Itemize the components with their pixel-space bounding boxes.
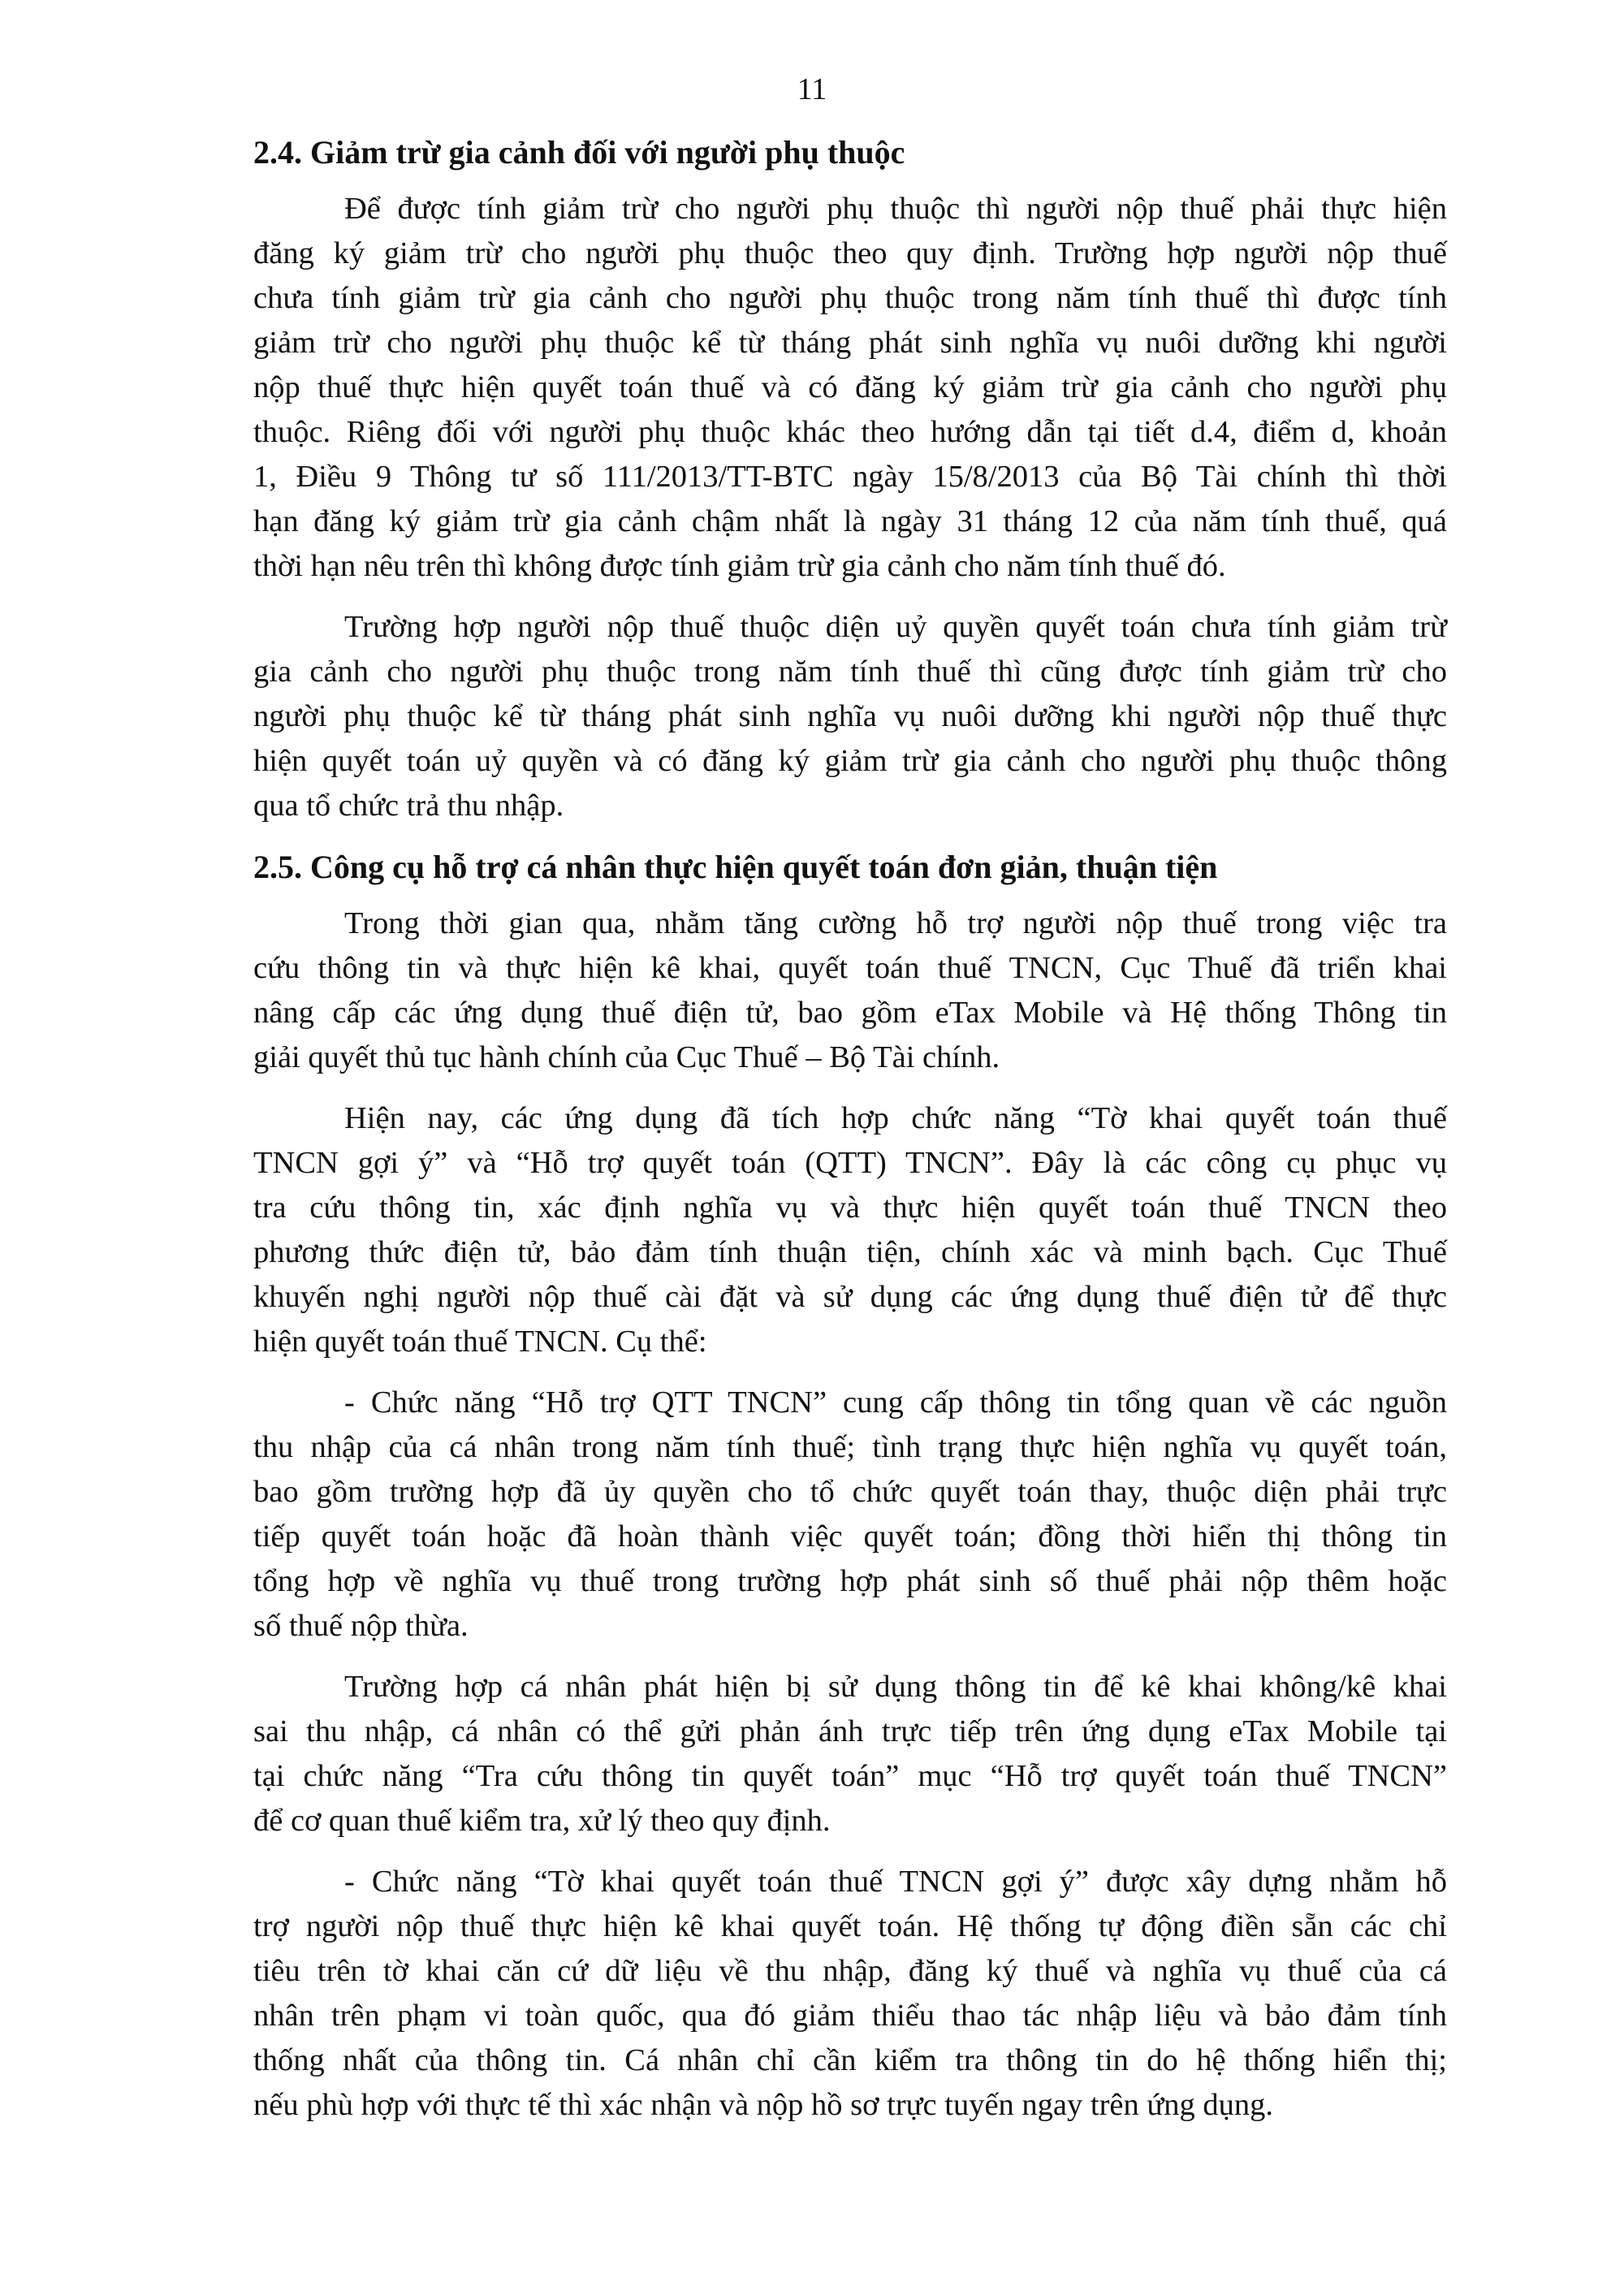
text-line: người phụ thuộc kể từ tháng phát sinh nghĩa vụ nuôi dưỡng khi người nộp thuế thực	[253, 699, 1447, 733]
text-line: nếu phù hợp với thực tế thì xác nhận và nộp hồ sơ trực tuyến ngay trên ứng dụng.	[253, 2088, 1273, 2122]
text-line: tiếp quyết toán hoặc đã hoàn thành việc quyết toán; đồng thời hiển thị thông tin	[253, 1519, 1447, 1554]
text-line: gia cảnh cho người phụ thuộc trong năm tính thuế thì cũng được tính giảm trừ cho	[253, 655, 1447, 689]
text-line: Trường hợp người nộp thuế thuộc diện uỷ quyền quyết toán chưa tính giảm trừ	[344, 610, 1447, 644]
text-line: cứu thông tin và thực hiện kê khai, quyết toán thuế TNCN, Cục Thuế đã triển khai	[253, 951, 1447, 985]
text-line: tiêu trên tờ khai căn cứ dữ liệu về thu nhập, đăng ký thuế và nghĩa vụ thuế của cá	[253, 1954, 1447, 1988]
text-line: qua tổ chức trả thu nhập.	[253, 789, 564, 823]
text-line: hiện quyết toán thuế TNCN. Cụ thể:	[253, 1325, 707, 1359]
text-line: chưa tính giảm trừ gia cảnh cho người phụ thuộc trong năm tính thuế thì được tính	[253, 281, 1447, 315]
text-line: trợ người nộp thuế thực hiện kê khai quyết toán. Hệ thống tự động điền sẵn các chỉ	[253, 1909, 1447, 1943]
text-line: - Chức năng “Tờ khai quyết toán thuế TNCN gợi ý” được xây dựng nhằm hỗ	[344, 1865, 1447, 1899]
text-line: thống nhất của thông tin. Cá nhân chỉ cần kiểm tra thông tin do hệ thống hiển thị;	[253, 2043, 1447, 2077]
document-body	[253, 130, 1447, 2144]
text-line: - Chức năng “Hỗ trợ QTT TNCN” cung cấp thông tin tổng quan về các nguồn	[344, 1385, 1447, 1420]
text-line: nâng cấp các ứng dụng thuế điện tử, bao gồm eTax Mobile và Hệ thống Thông tin	[253, 996, 1447, 1030]
paragraph	[253, 1096, 1447, 1364]
text-line: Hiện nay, các ứng dụng đã tích hợp chức năng “Tờ khai quyết toán thuế	[344, 1101, 1447, 1135]
text-line: thời hạn nêu trên thì không được tính giảm trừ gia cảnh cho năm tính thuế đó.	[253, 549, 1226, 583]
paragraph	[253, 187, 1447, 589]
section-heading: 2.4. Giảm trừ gia cảnh đối với người phụ thuộc	[253, 134, 905, 171]
text-line: tổng hợp về nghĩa vụ thuế trong trường hợp phát sinh số thuế phải nộp thêm hoặc	[253, 1564, 1447, 1598]
paragraph	[253, 901, 1447, 1080]
paragraph	[253, 605, 1447, 828]
text-line: khuyến nghị người nộp thuế cài đặt và sử dụng các ứng dụng thuế điện tử để thực	[253, 1280, 1447, 1314]
paragraph	[253, 1381, 1447, 1649]
paragraph	[253, 1665, 1447, 1843]
text-line: bao gồm trường hợp đã ủy quyền cho tổ chức quyết toán thay, thuộc diện phải trực	[253, 1475, 1447, 1509]
text-line: 1, Điều 9 Thông tư số 111/2013/TT-BTC ngày 15/8/2013 của Bộ Tài chính thì thời	[253, 460, 1447, 494]
text-line: hạn đăng ký giảm trừ gia cảnh chậm nhất là ngày 31 tháng 12 của năm tính thuế, quá	[253, 504, 1447, 538]
text-line: giảm trừ cho người phụ thuộc kể từ tháng phát sinh nghĩa vụ nuôi dưỡng khi người	[253, 326, 1447, 360]
text-line: Trường hợp cá nhân phát hiện bị sử dụng thông tin để kê khai không/kê khai	[344, 1670, 1447, 1704]
section-heading: 2.5. Công cụ hỗ trợ cá nhân thực hiện quyết toán đơn giản, thuận tiện	[253, 849, 1218, 885]
text-line: TNCN gợi ý” và “Hỗ trợ quyết toán (QTT) TNCN”. Đây là các công cụ phục vụ	[253, 1146, 1447, 1180]
text-line: số thuế nộp thừa.	[253, 1609, 469, 1643]
text-line: để cơ quan thuế kiểm tra, xử lý theo quy định.	[253, 1804, 831, 1838]
text-line: đăng ký giảm trừ cho người phụ thuộc theo quy định. Trường hợp người nộp thuế	[253, 236, 1447, 270]
text-line: thu nhập của cá nhân trong năm tính thuế; tình trạng thực hiện nghĩa vụ quyết toán,	[253, 1430, 1447, 1464]
section	[253, 845, 1447, 2128]
page-number: 11	[797, 72, 827, 106]
paragraph	[253, 1860, 1447, 2128]
text-line: tra cứu thông tin, xác định nghĩa vụ và thực hiện quyết toán thuế TNCN theo	[253, 1191, 1447, 1225]
text-line: Trong thời gian qua, nhằm tăng cường hỗ trợ người nộp thuế trong việc tra	[344, 906, 1447, 940]
text-line: Để được tính giảm trừ cho người phụ thuộc thì người nộp thuế phải thực hiện	[344, 192, 1447, 226]
text-line: thuộc. Riêng đối với người phụ thuộc khác theo hướng dẫn tại tiết d.4, điểm d, khoản	[253, 415, 1447, 449]
text-line: tại chức năng “Tra cứu thông tin quyết toán” mục “Hỗ trợ quyết toán thuế TNCN”	[253, 1759, 1447, 1793]
text-line: hiện quyết toán uỷ quyền và có đăng ký giảm trừ gia cảnh cho người phụ thuộc thông	[253, 744, 1447, 778]
text-line: nộp thuế thực hiện quyết toán thuế và có đăng ký giảm trừ gia cảnh cho người phụ	[253, 370, 1447, 404]
text-line: giải quyết thủ tục hành chính của Cục Thuế – Bộ Tài chính.	[253, 1040, 1000, 1074]
text-line: phương thức điện tử, bảo đảm tính thuận tiện, chính xác và minh bạch. Cục Thuế	[253, 1235, 1447, 1269]
text-line: sai thu nhập, cá nhân có thể gửi phản ánh trực tiếp trên ứng dụng eTax Mobile tại	[253, 1714, 1447, 1748]
section	[253, 130, 1447, 828]
text-line: nhân trên phạm vi toàn quốc, qua đó giảm thiểu thao tác nhập liệu và bảo đảm tính	[253, 1999, 1447, 2033]
